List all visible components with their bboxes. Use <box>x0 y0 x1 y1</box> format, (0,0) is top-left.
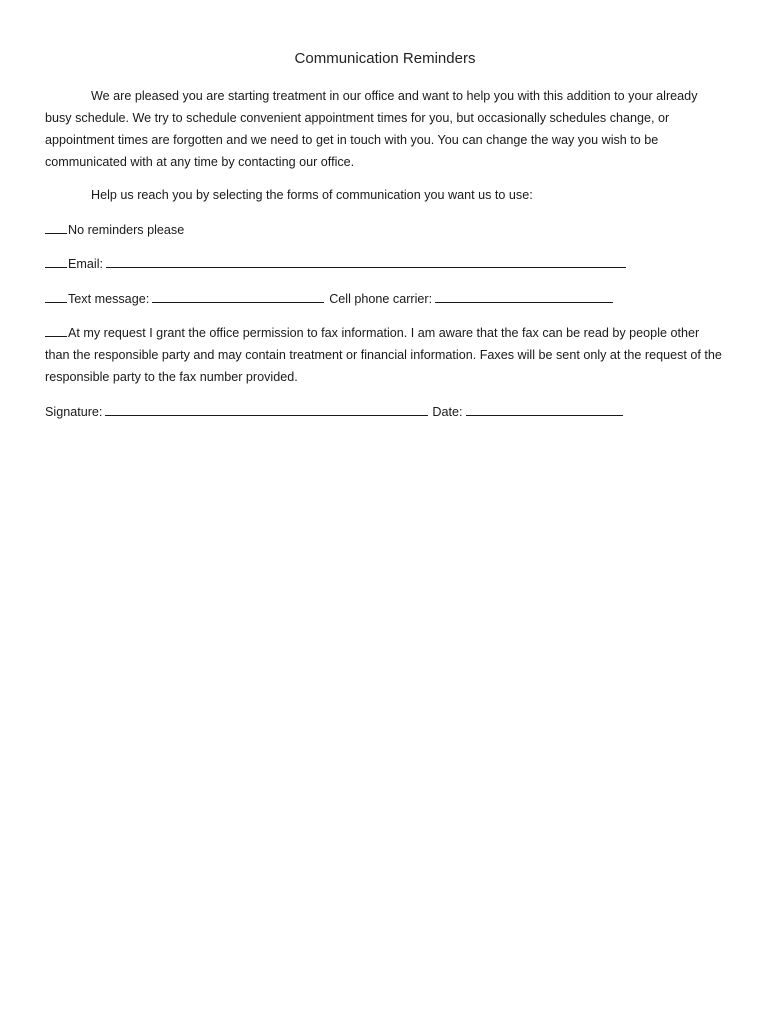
fax-check-blank[interactable] <box>45 324 67 337</box>
page-title: Communication Reminders <box>294 50 476 67</box>
option-email <box>45 254 626 274</box>
text-check-blank[interactable] <box>45 290 67 303</box>
email-field[interactable] <box>106 255 626 268</box>
email-label: Email: <box>68 257 103 271</box>
signature-field[interactable] <box>105 403 428 416</box>
option-text-message <box>45 289 613 309</box>
no-reminders-label: No reminders please <box>68 223 185 237</box>
carrier-label: Cell phone carrier: <box>329 292 433 306</box>
email-check-blank[interactable] <box>45 255 67 268</box>
intro-paragraph: We are pleased you are starting treatment in our office and want to help you with this addition to your already busy schedule. We try to schedule convenient appointment times for you, but occasionally schedules change, or appointment times are forgotten and we need to get in touch with you. You can change the way you wish to be communicated with at any time by contacting our office. <box>45 89 698 169</box>
option-fax <box>45 322 727 388</box>
carrier-field[interactable] <box>435 290 613 303</box>
text-message-field[interactable] <box>152 290 324 303</box>
no-reminders-check-blank[interactable] <box>45 221 67 234</box>
text-message-label: Text message: <box>68 292 150 306</box>
date-label: Date: <box>432 405 463 419</box>
instruction-paragraph: Help us reach you by selecting the forms of communication you want us to use: <box>91 188 533 202</box>
option-no-reminders <box>45 220 184 240</box>
signature-label: Signature: <box>45 405 103 419</box>
fax-permission-text: At my request I grant the office permission to fax information. I am aware that the fax can be read by people other than the responsible party and may contain treatment or financial information. Faxes will be sent only at the request of the responsible party to the fax number provided. <box>45 326 722 384</box>
signature-line <box>45 402 623 422</box>
date-field[interactable] <box>466 403 623 416</box>
